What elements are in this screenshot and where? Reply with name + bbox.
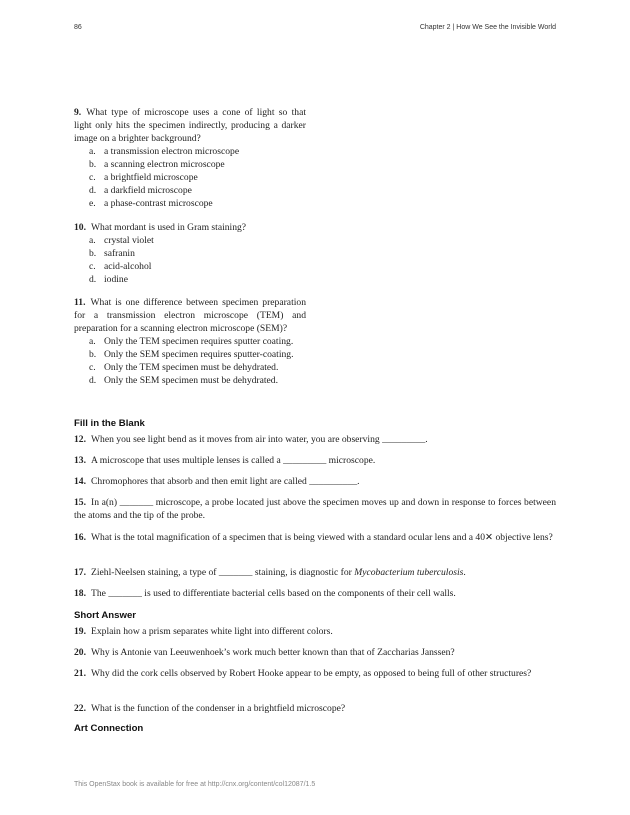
option: c. Only the TEM specimen must be dehydrated.	[89, 362, 279, 373]
question-10	[74, 221, 306, 286]
option: d. a darkfield microscope	[89, 185, 192, 196]
question-number: 9.	[74, 107, 82, 118]
question-20: 20. Why is Antonie van Leeuwenhoek’s work much better known than that of Zaccharias Janssen?	[74, 647, 455, 658]
option: c. a brightfield microscope	[89, 172, 198, 183]
option: a. crystal violet	[89, 235, 154, 246]
question-text: What type of microscope uses a cone of light so that light only hits the specimen indirectly, producing a darker image on a brighter background?	[74, 107, 306, 144]
options-list	[74, 335, 306, 387]
question-text: What is one difference between specimen preparation for a transmission electron microscope (TEM) and preparation for a scanning electron microscope (SEM)?	[74, 297, 306, 334]
chapter-header: Chapter 2 | How We See the Invisible World	[419, 24, 556, 31]
question-18: 18. The _______ is used to differentiate bacterial cells based on the components of their cell walls.	[74, 588, 456, 599]
section-heading-art-connection: Art Connection	[74, 723, 144, 734]
options-list	[74, 145, 306, 210]
question-15: 15. In a(n) _______ microscope, a probe located just above the specimen moves up and down in response to forces between the atoms and the tip of the probe.	[74, 497, 556, 521]
option: d. Only the SEM specimen must be dehydrated.	[89, 375, 278, 386]
question-17: 17. Ziehl-Neelsen staining, a type of _______ staining, is diagnostic for Mycobacterium tuberculosis.	[74, 567, 466, 578]
question-number: 11.	[74, 297, 86, 308]
question-11	[74, 296, 306, 387]
question-21: 21. Why did the cork cells observed by Robert Hooke appear to be empty, as opposed to being full of other structures?	[74, 668, 532, 679]
option: b. Only the SEM specimen requires sputter-coating.	[89, 349, 294, 360]
question-14: 14. Chromophores that absorb and then emit light are called __________.	[74, 476, 360, 487]
question-12: 12. When you see light bend as it moves from air into water, you are observing _________.	[74, 434, 428, 445]
species-name: Mycobacterium tuberculosis	[354, 567, 464, 578]
question-22: 22. What is the function of the condenser in a brightfield microscope?	[74, 703, 346, 714]
question-19: 19. Explain how a prism separates white light into different colors.	[74, 626, 333, 637]
option: b. a scanning electron microscope	[89, 159, 225, 170]
option: d. iodine	[89, 274, 128, 285]
option: c. acid-alcohol	[89, 261, 152, 272]
question-16: 16. What is the total magnification of a specimen that is being viewed with a standard ocular lens and a 40✕ objective lens?	[74, 532, 553, 543]
section-heading-fill-in-blank: Fill in the Blank	[74, 418, 145, 429]
section-heading-short-answer: Short Answer	[74, 610, 137, 621]
footer-note: This OpenStax book is available for free at http://cnx.org/content/col12087/1.5	[74, 781, 316, 788]
options-list	[74, 234, 306, 286]
question-13: 13. A microscope that uses multiple lenses is called a _________ microscope.	[74, 455, 376, 466]
option: b. safranin	[89, 248, 135, 259]
option: a. a transmission electron microscope	[89, 146, 240, 157]
option: e. a phase-contrast microscope	[89, 198, 213, 209]
question-text: What mordant is used in Gram staining?	[91, 222, 247, 233]
page-number: 86	[74, 24, 82, 31]
question-9	[74, 106, 306, 210]
question-number: 10.	[74, 222, 86, 233]
option: a. Only the TEM specimen requires sputter coating.	[89, 336, 294, 347]
